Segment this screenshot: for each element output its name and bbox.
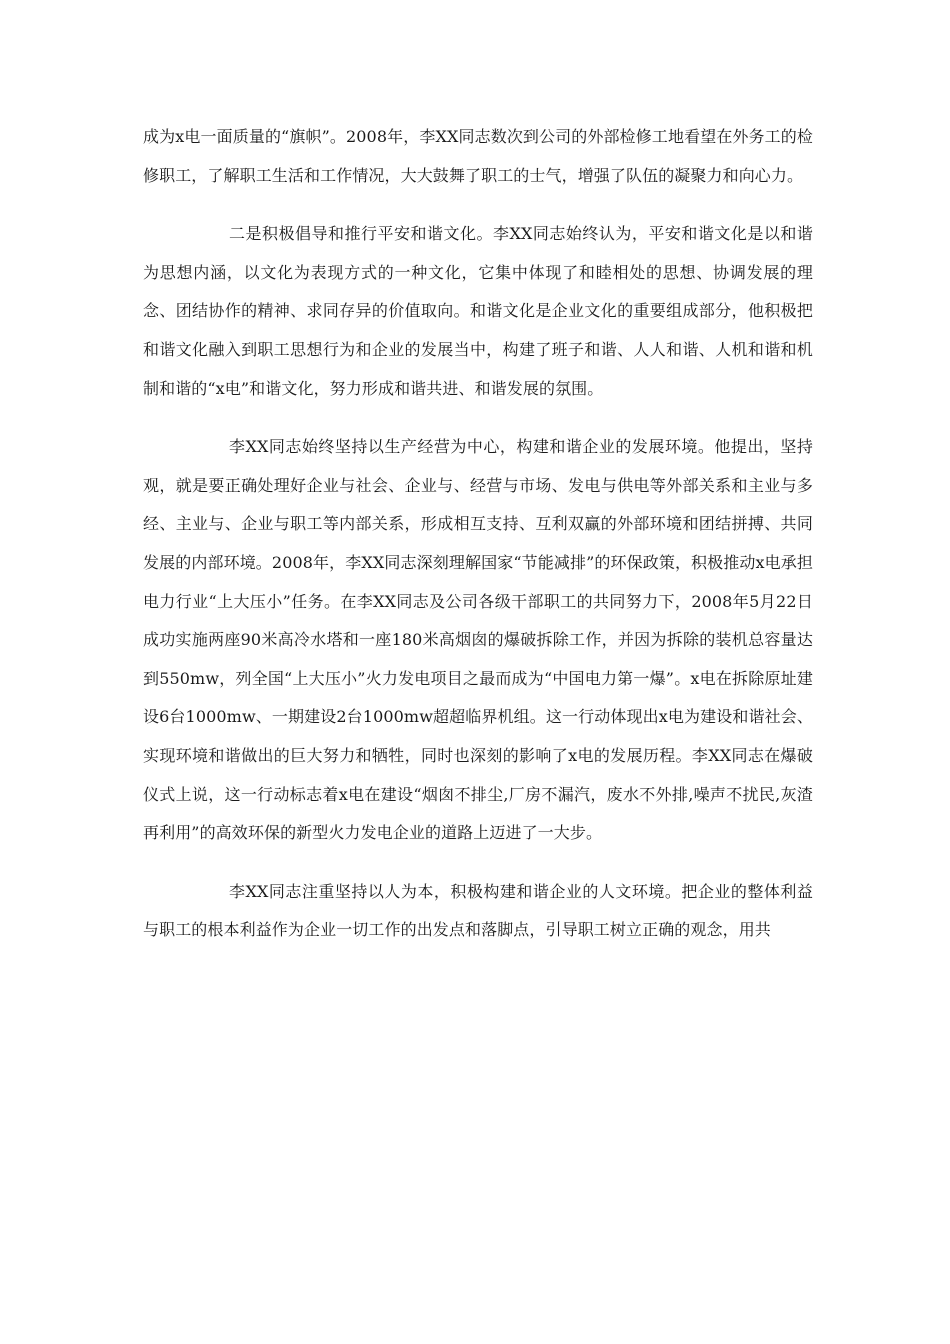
paragraph-spacer — [143, 408, 813, 428]
paragraph-3: 李XX同志始终坚持以生产经营为中心，构建和谐企业的发展环境。他提出，坚持观，就是要正确处理好企业与社会、企业与、经营与市场、发电与供电等外部关系和主业与多经、主业与、企业与职工等内部关系，形成相互支持、互利双赢的外部环境和团结拼搏、共同发展的内部环境。2008年，李XX同志深刻理解国家“节能减排”的环保政策，积极推动x电承担电力行业“上大压小”任务。在李XX同志及公司各级干部职工的共同努力下，2008年5月22日成功实施两座90米高冷水塔和一座180米高烟囱的爆破拆除工作，并因为拆除的装机总容量达到550mw，列全国“上大压小”火力发电项目之最而成为“中国电力第一爆”。x电在拆除原址建设6台1000mw、一期建设2台1000mw超超临界机组。这一行动体现出x电为建设和谐社会、实现环境和谐做出的巨大努力和牺牲，同时也深刻的影响了x电的发展历程。李XX同志在爆破仪式上说，这一行动标志着x电在建设“烟囱不排尘,厂房不漏汽，废水不外排,噪声不扰民,灰渣再利用”的高效环保的新型火力发电企业的道路上迈进了一大步。 — [143, 437, 813, 843]
paragraph-2: 二是积极倡导和推行平安和谐文化。李XX同志始终认为，平安和谐文化是以和谐为思想内涵，以文化为表现方式的一种文化，它集中体现了和睦相处的思想、协调发展的理念、团结协作的精神、求同存异的价值取向。和谐文化是企业文化的重要组成部分，他积极把和谐文化融入到职工思想行为和企业的发展当中，构建了班子和谐、人人和谐、人机和谐和机制和谐的“x电”和谐文化，努力形成和谐共进、和谐发展的氛围。 — [143, 224, 813, 398]
paragraph-spacer — [143, 195, 813, 215]
paragraph-spacer — [143, 853, 813, 873]
paragraph-1: 成为x电一面质量的“旗帜”。2008年，李XX同志数次到公司的外部检修工地看望在外务工的检修职工，了解职工生活和工作情况，大大鼓舞了职工的士气，增强了队伍的凝聚力和向心力。 — [143, 127, 813, 185]
paragraph-4: 李XX同志注重坚持以人为本，积极构建和谐企业的人文环境。把企业的整体利益与职工的根本利益作为企业一切工作的出发点和落脚点，引导职工树立正确的观念，用共 — [143, 881, 813, 940]
document-body — [143, 118, 813, 950]
